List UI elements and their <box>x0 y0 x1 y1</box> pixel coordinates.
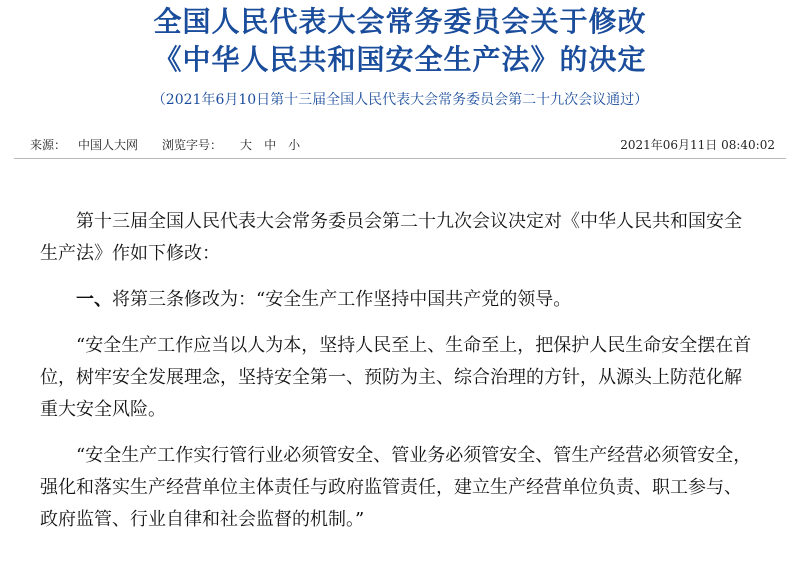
article-intro: 第十三届全国人民代表大会常务委员会第二十九次会议决定对《中华人民共和国安全生产法》作如下修改： <box>40 211 742 264</box>
article-item-1 <box>40 284 756 316</box>
font-size-medium-button[interactable]: 中 <box>264 138 277 152</box>
page-title-line-2: 《中华人民共和国安全生产法》的决定 <box>153 43 647 76</box>
item-number: 一、 <box>76 289 112 310</box>
meta-bar <box>30 134 775 156</box>
source-label: 来源： <box>30 138 67 152</box>
article-body <box>40 206 756 536</box>
publish-datetime: 2021年06月11日 08:40:02 <box>620 138 775 152</box>
font-size-large-button[interactable]: 大 <box>240 138 253 152</box>
item-text: 将第三条修改为：“安全生产工作坚持中国共产党的领导。 <box>112 289 572 310</box>
font-size-small-button[interactable]: 小 <box>288 138 301 152</box>
header-divider <box>14 158 786 159</box>
meta-left <box>30 134 306 156</box>
article-paragraph-3: “安全生产工作实行管行业必须管安全、管业务必须管安全、管生产经营必须管安全，强化和落实生产经营单位主体责任与政府监管责任，建立生产经营单位负责、职工参与、政府监管、行业自律和社会监督的机制。” <box>40 445 752 530</box>
font-size-label: 浏览字号： <box>162 138 223 152</box>
page-subtitle: （2021年6月10日第十三届全国人民代表大会常务委员会第二十九次会议通过） <box>151 92 649 108</box>
source-value: 中国人大网 <box>78 138 139 152</box>
article-paragraph-2: “安全生产工作应当以人为本，坚持人民至上、生命至上，把保护人民生命安全摆在首位，树牢安全发展理念，坚持安全第一、预防为主、综合治理的方针，从源头上防范化解重大安全风险。 <box>40 335 752 420</box>
page-title-line-1: 全国人民代表大会常务委员会关于修改 <box>153 5 647 38</box>
